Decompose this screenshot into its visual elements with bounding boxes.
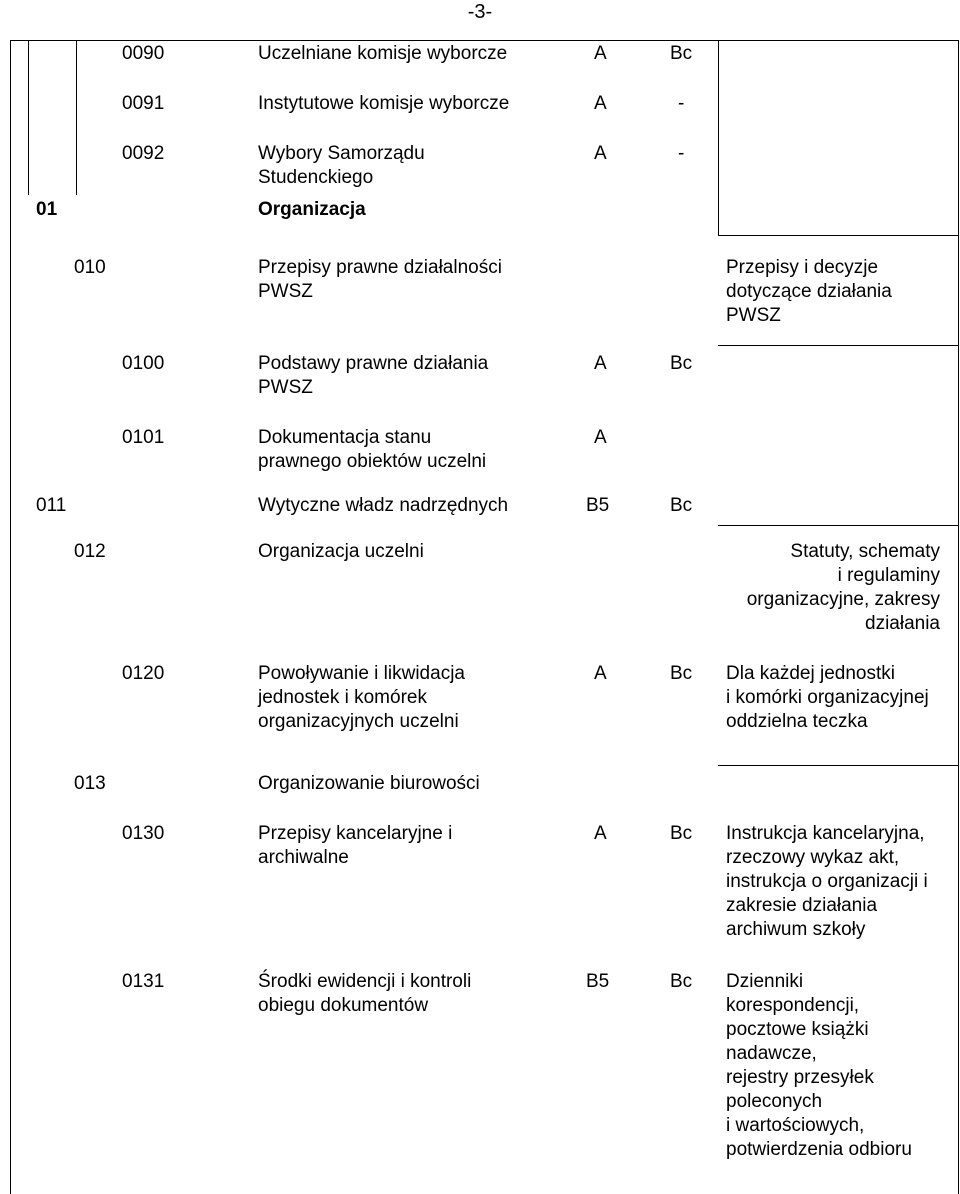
row-notes: Dla każdej jednostki i komórki organizacyjnej oddzielna teczka [726, 663, 929, 732]
row-name: Wytyczne władz nadrzędnych [258, 495, 509, 516]
row-notes: Dzienniki korespondencji, pocztowe książki nadawcze, rejestry przesyłek poleconych i wartościowych, potwierdzenia odbioru [726, 971, 912, 1160]
row-code: 01 [36, 199, 58, 220]
row-divider [718, 345, 958, 346]
row-category-a: A [594, 427, 607, 448]
row-code: 0090 [122, 43, 165, 64]
row-notes: Statuty, schematy i regulaminy organizacyjne, zakresy działania [746, 541, 940, 634]
row-name: Uczelniane komisje wyborcze [258, 43, 508, 64]
row-code: 0120 [122, 663, 165, 684]
row-category-a: A [594, 93, 607, 114]
table-border-left [10, 40, 11, 1194]
row-name: Instytutowe komisje wyborcze [258, 93, 510, 114]
row-category-a: A [594, 353, 607, 374]
row-category-a: A [594, 823, 607, 844]
row-category-b: Bc [670, 823, 693, 844]
row-code: 0131 [122, 971, 165, 992]
row-category-b: - [678, 143, 685, 164]
row-name: Przepisy prawne działalności PWSZ [258, 257, 502, 302]
row-category-b: Bc [670, 971, 693, 992]
row-category-a: B5 [586, 495, 610, 516]
row-category-b: Bc [670, 353, 693, 374]
table-border-top [10, 40, 958, 41]
row-divider [718, 765, 958, 766]
row-code: 0101 [122, 427, 165, 448]
page-number: -3- [467, 1, 493, 23]
row-category-b: Bc [670, 43, 693, 64]
row-name: Wybory Samorządu Studenckiego [258, 143, 425, 188]
row-category-a: A [594, 663, 607, 684]
row-notes: Instrukcja kancelaryjna, rzeczowy wykaz akt, instrukcja o organizacji i zakresie działania archiwum szkoły [726, 823, 928, 940]
row-code: 0130 [122, 823, 165, 844]
row-code: 0091 [122, 93, 165, 114]
row-code: 013 [74, 773, 106, 794]
row-category-b: - [678, 93, 685, 114]
row-name: Organizowanie biurowości [258, 773, 480, 794]
row-divider [718, 525, 958, 526]
row-code: 010 [74, 257, 106, 278]
row-name: Organizacja [258, 199, 366, 220]
row-name: Środki ewidencji i kontroli obiegu dokumentów [258, 971, 472, 1016]
row-code: 012 [74, 541, 106, 562]
row-category-b: Bc [670, 495, 693, 516]
row-name: Organizacja uczelni [258, 541, 424, 562]
column-divider [28, 40, 29, 195]
row-name: Podstawy prawne działania PWSZ [258, 353, 489, 398]
row-code: 011 [36, 495, 67, 516]
row-category-a: A [594, 143, 607, 164]
row-name: Dokumentacja stanu prawnego obiektów uczelni [258, 427, 487, 472]
row-code: 0092 [122, 143, 165, 164]
row-divider [718, 235, 958, 236]
column-divider [76, 40, 77, 195]
row-name: Przepisy kancelaryjne i archiwalne [258, 823, 453, 868]
row-category-b: Bc [670, 663, 693, 684]
column-divider [718, 40, 719, 235]
row-notes: Przepisy i decyzje dotyczące działania PWSZ [726, 257, 892, 326]
row-category-a: B5 [586, 971, 610, 992]
row-code: 0100 [122, 353, 165, 374]
row-name: Powoływanie i likwidacja jednostek i komórek organizacyjnych uczelni [258, 663, 465, 732]
table-border-right [958, 40, 959, 1194]
row-category-a: A [594, 43, 607, 64]
